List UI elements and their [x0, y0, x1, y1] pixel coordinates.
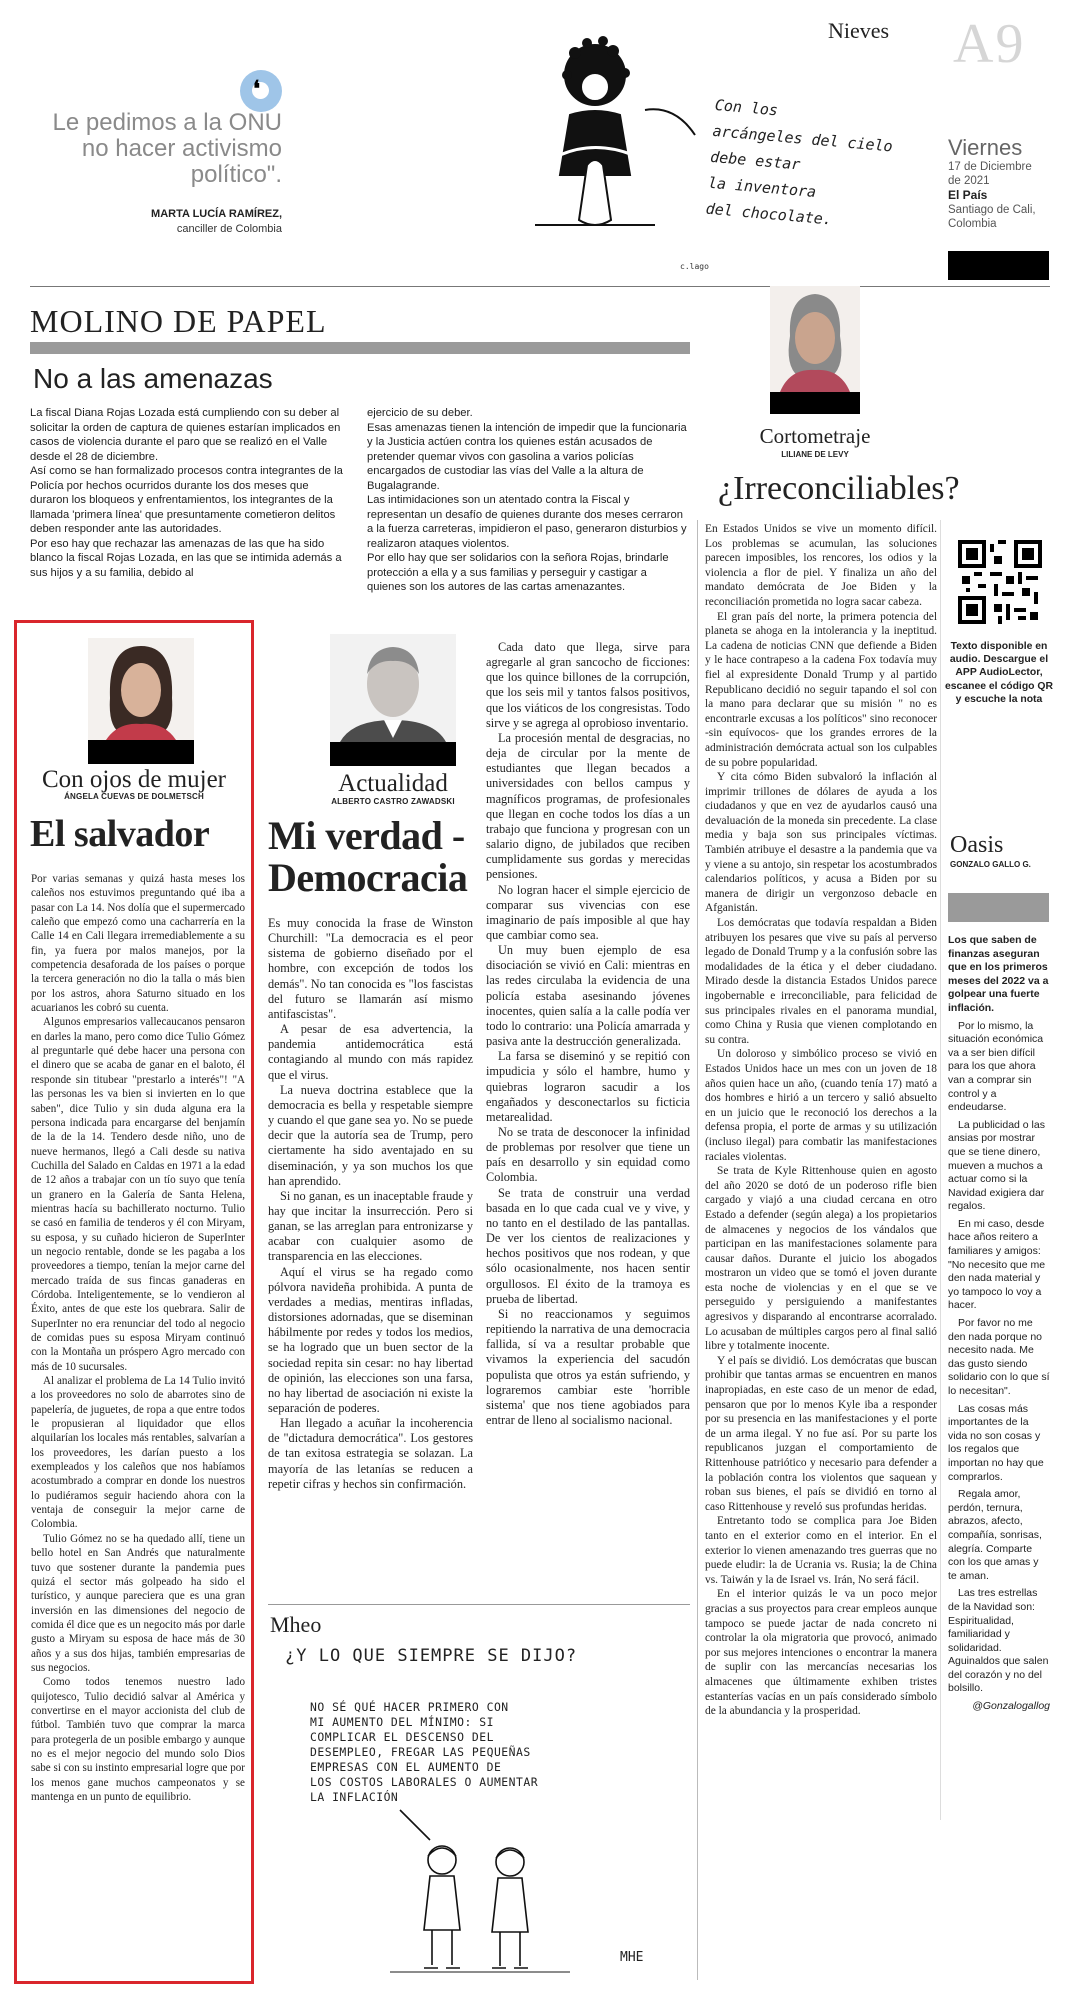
portrait-man-icon [330, 634, 456, 742]
mheo-top-rule [268, 1604, 690, 1605]
salvador-author: ÁNGELA CUEVAS DE DOLMETSCH [64, 792, 204, 801]
oasis-lead: Los que saben de finanzas aseguran que en los primeros meses del 2022 va a golpear una fuerte inflación. [948, 934, 1049, 1014]
caption-line-4: la inventora [707, 173, 817, 202]
verdad-p13: Se trata de construir una verdad basada en lo que cada cual ve y vive, y no tanto en el destilado de las pantallas. De ver los cientos de realizaciones y hechos positivos que nos rodean, y que sólo ocasionalmente, nos hacen sentir orgullosos. El éxito de la tramoya es prueba de libertad. [486, 1185, 690, 1306]
verdad-p8: La procesión mental de desgracias, no deja de circular por la mente de estudiantes que llegan becados a universidades con bellos campus y magníficos programas, de profesionales que llegan en coche todos los días a un trabajo que funciona y progresan con un salario digno, de jubilados que reciben cumplidamente sus gordas y merecidas pensiones. [486, 730, 690, 882]
column-divider-2 [940, 520, 941, 1820]
quote-icon [240, 70, 282, 112]
portrait-woman-icon [770, 286, 860, 392]
oasis-p1: Por lo mismo, la situación económica va a ser bien difícil para los que ahora van a comprar sin control y a endeudarse. [948, 1019, 1044, 1114]
paper-name: El País [948, 188, 988, 202]
author-photo-cuevas [88, 638, 194, 764]
mheo-drawing [380, 1800, 580, 1980]
mheo-line-1: NO SÉ QUÉ HACER PRIMERO CON [310, 1700, 509, 1714]
top-cartoon-caption [705, 92, 906, 238]
quote-role: canciller de Colombia [176, 223, 282, 235]
oasis-p5: Las cosas más importantes de la vida no son cosas y los regalos que importan no hay que comprarlos. [948, 1402, 1044, 1483]
workers-illustration [380, 1800, 580, 1980]
verdad-p10: Un muy buen ejemplo de esa disociación se vivió en Cali: mientras en las redes circulaba la evidencia de una policía estaba asesinando jóvenes inocentes, quien salía a la calle podía ver todo lo contrario: una Policía amarrada y pasiva ante la destrucción generalizada. [486, 943, 690, 1049]
oasis-p4: Por favor no me den nada porque no necesito nada. Me das gusto siendo solidario con lo que sí lo necesitan". [948, 1317, 1050, 1397]
caption-line-3: debe estar [709, 147, 802, 174]
caption-line-5: del chocolate. [705, 199, 833, 229]
mheo-title: Mheo [270, 1612, 322, 1637]
corto-p3: Y cita cómo Biden subvaloró la inflación al imprimir trillones de dólares de ayuda a los ciudadanos y que en vez de ayudarlos causó una devaluación de la moneda sin precedente. La clase media y baja son sus principales víctimas. También atribuye el desastre a la pandemia que va y viene a su antojo, sin respetar los acostumbrados calendarios políticos, y acusa a Biden por su manera de dirigir un vergonzoso debacle en Afganistán. [705, 771, 937, 915]
oasis-p3: En mi caso, desde hace años reitero a familiares y amigos: "No necesito que me den nada material y yo tampoco lo voy a hacer. [948, 1217, 1046, 1312]
corto-p8: Entretanto todo se complica para Joe Biden tanto en el exterior como en el interior. En el exterior lo vienen amenazando tres guerras que no puede eludir: la de Ucrania vs. Rusia; la de China vs. Taiwán y la de Israel vs. Irán, No será fácil. [705, 1515, 937, 1586]
oasis-p6: Regala amor, perdón, ternura, abrazos, afecto, compañía, sonrisas, alegría. Comparte con los que amas y te aman. [948, 1488, 1042, 1582]
verdad-p14: Si no reaccionamos y seguimos repitiendo la narrativa de una democracia fallida, sí va a resultar probable que vivamos la experiencia del sacudón populista que otros ya están sufriendo, y lograremos cambiar este 'horrible sistema' que nos tiene agobiados para entrar de lleno al socialismo nacional. [486, 1306, 690, 1427]
qr-code[interactable] [958, 540, 1042, 624]
mheo-line-5: EMPRESAS CON EL AUMENTO DE [310, 1760, 502, 1774]
column-divider-1 [697, 520, 698, 1980]
verdad-p12: No se trata de desconocer la infinidad de problemas por resolver que tiene un país en desarrollo y sin equidad como Colombia. [486, 1125, 690, 1185]
section-title: Nieves [828, 18, 890, 43]
cortometraje-body [705, 522, 937, 1719]
city-line-2: Colombia [948, 218, 997, 230]
verdad-title [268, 815, 478, 899]
verdad-p7: Cada dato que llega, sirve para agregarle al gran sancocho de ficciones: que los quince billones de la corrupción, que los seis mil y tantos falsos positivos, que los viáticos de los congresistas. Todo sirve y se agrega al oprobioso inventario. [486, 640, 690, 730]
verdad-p3: La nueva doctrina establece que la democracia es bella y respetable siempre y cuando el que gane sea yo. No se puede decir que la autoría sea de Trump, pero ciertamente ha sido aventajado en su diseminación, y ya son muchos los que han aprendido. [268, 1082, 473, 1188]
molino-section-title: MOLINO DE PAPEL [30, 303, 327, 339]
salvador-p5: Como todos tenemos nuestro lado quijotesco, Tulio decidió salvar al América y convertirse en el mayor accionista del club de fútbol. También tuvo que comprar la marca para protegerla de un posible embargo y aunque no es el mejor negocio del mundo solo Dios sabe si con su instinto empresarial logre que por los menos gane muchos campeonatos y se mantenga en un punto de equilibrio. [31, 1676, 245, 1803]
cortometraje-author: LILIANE DE LEVY [781, 450, 849, 459]
oasis-body [948, 934, 1050, 1714]
salvador-title: El salvador [30, 813, 210, 855]
oasis-author: GONZALO GALLO G. [950, 860, 1031, 869]
verdad-col-1 [268, 916, 473, 1492]
corto-p7: Y el país se dividió. Los demócratas que buscan prohibir que tantas armas se encuentren en manos inapropiadas, en este caso de un menor de edad, pensaron que por lo menos Kyle iba a responder por su presencia en las manifestaciones y el porte de un arma ilegal. Y no fue así. Por su parte los republicanos juzgan el comportamiento de Rittenhouse patriótico y necesario para defender a la población contra los violentos que saquean y roban sus bienes, el país se dividió en torno al caso Rittenhouse y reveló sus profundas heridas. [705, 1354, 937, 1513]
quote-line-2: no hacer activismo [81, 135, 282, 162]
verdad-title-line-1: Mi verdad - [268, 813, 465, 858]
top-cartoon [515, 15, 715, 255]
salvador-p2: Algunos empresarios vallecaucanos pensaron en darles la mano, pero como dice Tulio Gómez al preguntarle qué debe hacer una persona con el dinero que se acaba de ganar en el baloto, él responde sin titubear "prestarlo a interés"! "A las personas les va bien si invierten en lo que saben", dice Tulio y sin duda alguna era la persona indicada para encargarse del benjamín de la de la 14. Tendero desde niño, uno de nueve hermanos, llegó a Cali desde su nativa Cuchilla del Salado en Caldas en 1971 a la edad de 12 años a trabajar con un tío suyo que tenía un granero en la Galería de Santa Helena, mientras hacía su bachillerato nocturno. Tulio se casó en familia de tenderos y él con Miryam, su esposa, y su cuñado hicieron de SuperInter un negocio rentable, donde se les pagaba a los proveedores a tiempo, tenían la mejor carne del mercado traída de sus fincas ganaderas en Córdoba. Inteligentemente, se lo vendieron al Éxito, antes de que este los quebrara. Salir de SuperInter no era renunciar del todo al negocio de comidas pues su esposa Miryam continuó con la Montaña un próspero Agro mercado con más de 10 sucursales. [31, 1016, 245, 1373]
audio-note: Texto disponible en audio. Descargue el APP AudioLector, escanee el código QR y escuche la nota [945, 641, 1053, 705]
quote-mark: ❛ [253, 76, 261, 101]
salvador-p3: Al analizar el problema de La 14 Tulio invitó a los proveedores no solo de abarrotes sino de papelería, de juguetes, de ropa a que entre todos le propusieran al liquidador que ellos alquilarían los locales más rentables, salvarían a los proveedores, les darían puesto a los exempleados y los caleños que nos habíamos acostumbrado a comprar en donde los nuestros lo pudiéramos seguir haciendo ahora con la ventaja de conseguir la mejor carne de Colombia. [31, 1375, 245, 1531]
portrait-woman-icon [88, 638, 194, 740]
mheo-signature: MHE [620, 1950, 644, 1965]
verdad-p9: No logran hacer el simple ejercicio de comparar sus vivencias con ese imaginario de país imposible al que hay que cambiar como sea. [486, 882, 690, 942]
date-line-2: de 2021 [948, 175, 990, 187]
header-rule [30, 286, 1050, 287]
quote-text [30, 110, 282, 188]
page-number: A9 [953, 13, 1026, 75]
verdad-p11: La farsa se diseminó y se repitió con impudicia y sólo el hambre, humo y quiebras lograron sacudir a los engañados y desconectarlos su ficticia metarealidad. [486, 1049, 690, 1124]
mheo-line-2: MI AUMENTO DEL MÍNIMO: SI [310, 1715, 494, 1729]
salvador-p1: Por varias semanas y quizá hasta meses los caleños nos estuvimos preguntando qué iba a pasar con La 14. Nos dolía que el supermercado caleño que empezó como una cacharrería en la Calle 14 en Cali llegara irremediablemente a su fin, ya fuera por malos manejos, por la competencia desaforada de los países o porque la tercera generación no dio la talla o más bien por los astros, ahora Saturno situado en los acuarianos les cobró su cuenta. [31, 873, 245, 1015]
qr-code-icon [958, 540, 1042, 624]
salvador-column-name: Con ojos de mujer [41, 766, 226, 793]
corto-p4: Los demócratas que todavía respaldan a Biden atribuyen los pesares que vive su país al perverso legado de Donald Trump y a la confusión sobre las modalidades de la ética y el deber ciudadano. Mirado desde la distancia Estados Unidos parece ingobernable e irreconciliable, para felicidad de sus principales rivales en el panorama mundial, como China y Rusia que vienen complotando en su contra. [705, 917, 937, 1046]
salvador-body [31, 872, 245, 1804]
weekday: Viernes [948, 135, 1023, 160]
verdad-p6: Han llegado a acuñar la incoherencia de "dictadura democrática". Los gestores de tan exitosa estrategia se solazan. La mayoría de las letanías se reducen a repetir cifras y hechos sin confirmación. [268, 1416, 473, 1491]
author-photo-levy [770, 286, 860, 414]
quote-line-1: Le pedimos a la ONU [52, 109, 282, 136]
verdad-p5: Aquí el virus se ha regado como pólvora navideña prohibida. A punta de verdades a medias, mentiras infladas, distorsiones adornadas, que se diseminan hábilmente por redes y todos los medios, se ha logrado que un buen sector de la sociedad repita sin cesar: no hay libertad de opinión, las elecciones son una farsa, no hay libertad de asociación ni existe la separación de poderes. [268, 1264, 473, 1415]
oasis-column-name: Oasis [950, 832, 1004, 858]
mheo-line-6: LOS COSTOS LABORALES O AUMENTAR [310, 1775, 539, 1789]
mheo-line-7: LA INFLACIÓN [310, 1790, 399, 1804]
mheo-line-3: COMPLICAR EL DESCENSO DEL [310, 1730, 494, 1744]
corto-p6: Se trata de Kyle Rittenhouse quien en agosto del año 2020 se dotó de un poderoso rifle bien cargado y viajó a una ciudad cercana en otro Estado a defender (según alega) a los propietarios de almacenes y negocios de los vándalos que participan en las manifestaciones solamente para causar daños. Durante el juicio los abogados mostraron un video que se tomó el joven durante esta noche de violencias y en el que se ve perseguido y persiguiendo a manifestantes agresivos y disparando al encontrarse acorralado. Lo acusaban de múltiples cargos pero al final salió libre y totalmente inocente. [705, 1165, 937, 1353]
molino-title: No a las amenazas [33, 363, 273, 394]
quote-line-3: político". [190, 161, 282, 188]
oasis-gray-bar [948, 893, 1049, 922]
molino-col-1: La fiscal Diana Rojas Lozada está cumpliendo con su deber al solicitar la orden de captura de quienes estarían implicados en casos de violencia durante el paro que se realizó en el Valle desde el 28 de diciembre. Así como se han formalizado procesos contra integrantes de la Policía por hechos ocurridos durante los dos meses que duraron los bloqueos y enfrentamientos, los integrantes de la llamada 'primera línea' que presuntamente cometieron delitos deben responder ante las autoridades. Por eso hay que rechazar las amenazas de las que ha sido blanco la fiscal Rojas Lozada, en las que se intimida además a sus hijos y a su familia, debido al [30, 407, 343, 579]
cortometraje-title: ¿Irreconciliables? [718, 470, 960, 507]
quote-author: MARTA LUCÍA RAMÍREZ, [151, 208, 282, 220]
top-cartoon-signature: c.lago [680, 262, 709, 271]
mheo-line-4: DESEMPLEO, FREGAR LAS PEQUEÑAS [310, 1745, 531, 1759]
verdad-author: ALBERTO CASTRO ZAWADSKI [331, 797, 455, 806]
corto-p5: Un doloroso y simbólico proceso se vivió en Estados Unidos hace un mes con un joven de 18 años quien hace un año, (cuando tenía 17) mató a dos hombres e hirió a un tercero y salió absuelto en un juicio que le reconoció los derechos a la defensa propia, el porte de armas y su utilización (incluso ilegal) para combatir las manifestaciones raciales violentas. [705, 1048, 937, 1163]
verdad-p2: A pesar de esa advertencia, la pandemia antidemocrática está contagiando al mundo con más rapidez que el virus. [268, 1022, 473, 1082]
city-line-1: Santiago de Cali, [948, 204, 1036, 216]
molino-gray-bar [30, 342, 690, 354]
corto-p2: El gran país del norte, la primera potencia del planeta se ahoga en la intolerancia y la ineptitud. La cadena de noticias CNN que defiende a Biden y le hace contrapeso a la cadena Fox todavía muy fiel al expresidente Donald Trump y al partido Republicano decidió no seguir tapando el sol con la mano para declarar que su misión " no es encontrarle excusas a los políticos" sino reconocer -sin equívocos- que los grandes errores de la administración demócrata actual son los culpables de su pobre popularidad. [705, 610, 937, 769]
date-block [948, 136, 1068, 231]
author-photo-castro [330, 634, 456, 766]
mheo-speech [310, 1700, 630, 1805]
caption-line-1: Con los [714, 95, 779, 120]
salvador-p4: Tulio Gómez no se ha quedado allí, tiene un bello hotel en San Andrés que naturalmente tuvo que sostener durante la pandemia pues quizá el sector más golpeado ha sido el turístico, y aunque pareciera que es una gran inversión en las dimensiones del negocio de comida él dice que es un negocito más por darle gusto a Miryam su esposa de hace más de 30 años y a sus dos hijas, también empresarias de sus negocios. [31, 1532, 245, 1674]
verdad-p1: Es muy conocida la frase de Winston Churchill: "La democracia es el peor sistema de gobierno diseñado por el hombre, con excepción de todos los demás". No tan conocida es "los fascistas del futuro se llamarán así mismo antifascistas". [268, 916, 473, 1021]
woman-chocolate-illustration [515, 15, 715, 255]
caption-line-2: arcángeles del cielo [711, 121, 894, 156]
verdad-col-2 [486, 640, 690, 1428]
mheo-question: ¿Y LO QUE SIEMPRE SE DIJO? [285, 1646, 578, 1666]
corto-p1: En Estados Unidos se vive un momento difícil. Los problemas se acumulan, las soluciones parecen imposibles, los rencores, los odios y la violencia a flor de piel. Y finaliza un año del mandato demócrata de Joe Biden y la reconciliación prometida no logra sacar cabeza. [705, 523, 937, 608]
corto-p9: En el interior quizás le va un poco mejor gracias a sus proyectos para crear empleos aunque tampoco se puede jactar de nada concreto ni controlar la ola migratoria que provocó, animado por sus mejores intenciones o encontrar la manera de suplir con las mercancías necesarias los almacenes que últimamente exhiben tristes estanterías vacías en un país considerado símbolo de la abundancia y la prosperidad. [705, 1588, 937, 1718]
verdad-title-line-2: Democracia [268, 855, 468, 900]
header-black-bar [948, 251, 1049, 280]
verdad-column-name: Actualidad [338, 770, 448, 797]
oasis-p2: La publicidad o las ansias por mostrar que se tiene dinero, mueven a muchos a actuar como si la Navidad exigiera dar regalos. [948, 1118, 1045, 1213]
verdad-p4: Si no ganan, es un inaceptable fraude y hay que incitar la insurrección. Pero si ganan, se las arreglan para entronizarse y acabar con cualquier asomo de transparencia en las elecciones. [268, 1188, 473, 1264]
oasis-handle: @Gonzalogallog [972, 1700, 1050, 1713]
cortometraje-column-name: Cortometraje [759, 424, 871, 448]
date-line-1: 17 de Diciembre [948, 161, 1032, 173]
molino-col-2: ejercicio de su deber. Esas amenazas tienen la intención de impedir que la funcionaria y la Justicia actúen contra los quienes están acusados de pretender quemar vivos con gasolina a varios policías encargados de custodiar las vías del Valle a la altura de Bugalagrande. Las intimidaciones son un atentado contra la Fiscal y representan un desafío de quienes durante dos meses cerraron a la fuerza carreteras, impidieron el paso, generaron disturbios y realizaron ataques violentos. Por ello hay que ser solidarios con la señora Rojas, brindarle protección a ella y a sus familias y perseguir y castigar a quienes son los autores de las cartas amenazantes. [367, 407, 687, 593]
oasis-p7: Las tres estrellas de la Navidad son: Espiritualidad, familiaridad y solidaridad. Aguinaldos que salen del corazón y no del bolsillo. [948, 1587, 1049, 1695]
